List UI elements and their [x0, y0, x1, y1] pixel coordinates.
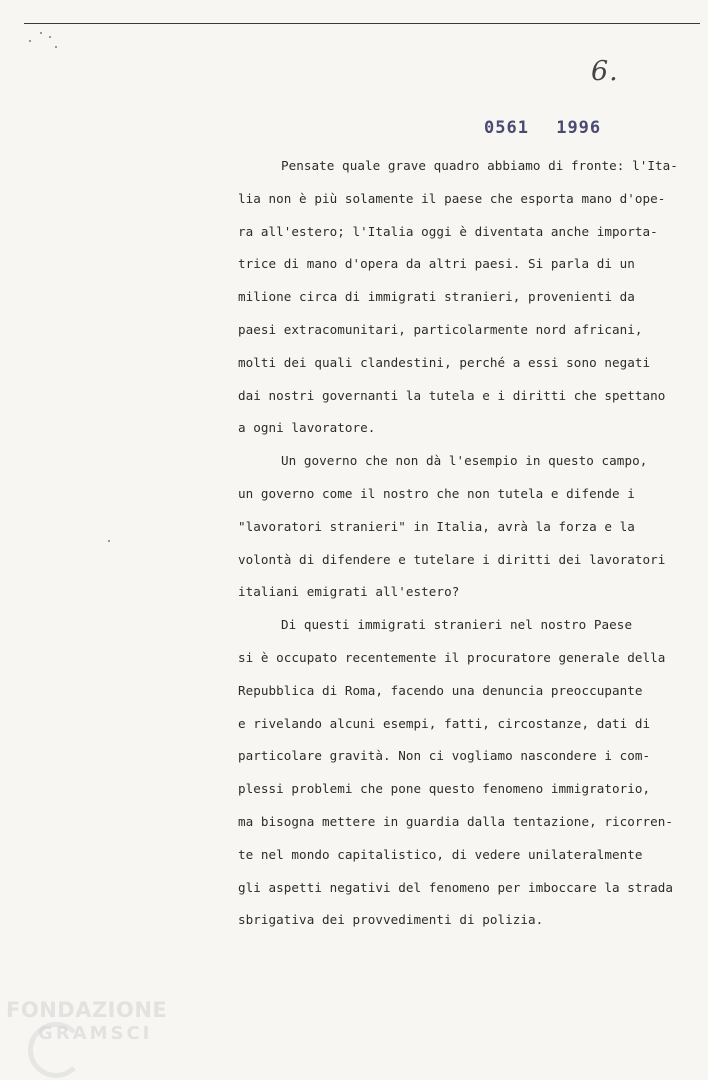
g-logo-icon [28, 1022, 84, 1078]
archive-number: 0561 [484, 118, 529, 138]
text-line: ma bisogna mettere in guardia dalla tentazione, ricorren- [238, 813, 674, 829]
paragraph-2 [238, 445, 666, 609]
speck [108, 540, 110, 542]
text-line: Repubblica di Roma, facendo una denuncia preoccupante [238, 682, 643, 698]
text-line: lia non è più solamente il paese che esporta mano d'ope- [238, 190, 666, 206]
body-text [238, 150, 678, 937]
text-line: Un governo che non dà l'esempio in questo campo, [281, 453, 648, 469]
archive-stamp [484, 118, 601, 138]
archive-year: 1996 [556, 118, 602, 138]
text-line: a ogni lavoratore. [238, 420, 376, 436]
paragraph-3 [238, 609, 674, 937]
text-line: milione circa di immigrati stranieri, provenienti da [238, 289, 635, 305]
text-line: si è occupato recentemente il procuratore generale della [238, 649, 666, 665]
text-line: ra all'estero; l'Italia oggi è diventata anche importa- [238, 223, 658, 239]
speck [55, 46, 57, 48]
speck [49, 36, 51, 38]
watermark-logo [6, 1000, 167, 1043]
page-number: 6. [591, 56, 619, 87]
text-line: dai nostri governanti la tutela e i diritti che spettano [238, 387, 666, 403]
text-line: te nel mondo capitalistico, di vedere unilateralmente [238, 846, 643, 862]
top-rule [24, 23, 700, 24]
text-line: Di questi immigrati stranieri nel nostro Paese [281, 617, 633, 633]
text-line: un governo come il nostro che non tutela e difende i [238, 485, 635, 501]
text-line: "lavoratori stranieri" in Italia, avrà la forza e la [238, 518, 635, 534]
text-line: paesi extracomunitari, particolarmente nord africani, [238, 321, 643, 337]
speck [29, 40, 31, 42]
watermark-line1: FONDAZIONE [6, 998, 168, 1022]
speck [40, 32, 42, 34]
text-line: e rivelando alcuni esempi, fatti, circostanze, dati di [238, 715, 651, 731]
text-line: gli aspetti negativi del fenomeno per imboccare la strada [238, 879, 674, 895]
text-line: particolare gravità. Non ci vogliamo nascondere i com- [238, 748, 651, 764]
text-line: Pensate quale grave quadro abbiamo di fronte: l'Ita- [281, 158, 678, 173]
text-line: trice di mano d'opera da altri paesi. Si parla di un [238, 256, 635, 272]
text-line: plessi problemi che pone questo fenomeno immigratorio, [238, 781, 651, 797]
paragraph-1 [238, 150, 678, 445]
text-line: italiani emigrati all'estero? [238, 584, 460, 600]
text-line: volontà di difendere e tutelare i diritti dei lavoratori [238, 551, 666, 567]
watermark-line2: GRAMSCI [38, 1023, 153, 1044]
text-line: sbrigativa dei provvedimenti di polizia. [238, 912, 544, 928]
text-line: molti dei quali clandestini, perché a essi sono negati [238, 354, 651, 370]
